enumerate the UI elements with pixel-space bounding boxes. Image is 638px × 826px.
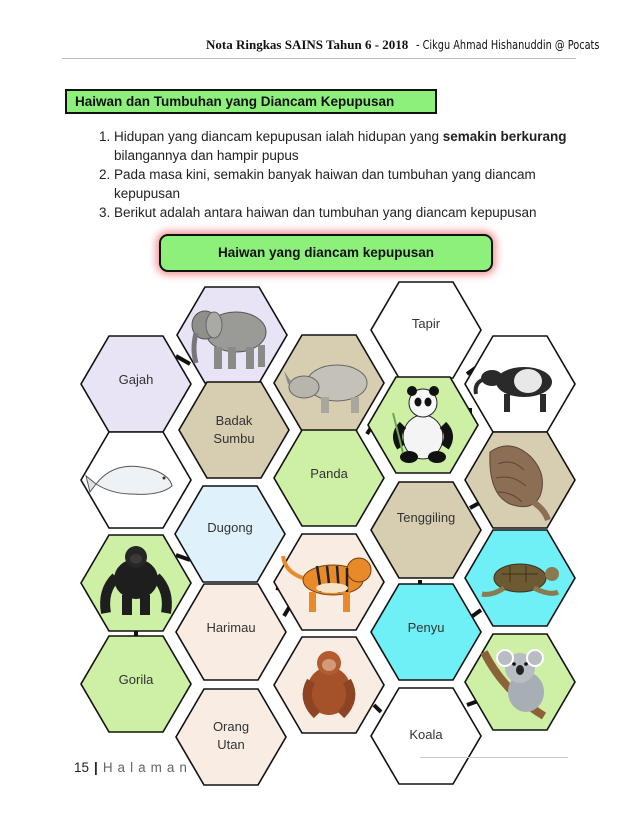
footer-word: Halaman: [102, 760, 192, 775]
hex-panda-picture: [368, 377, 478, 473]
point-item: 3. Berikut adalah antara haiwan dan tumbuhan yang diancam kepupusan: [114, 204, 584, 223]
hex-label-tapir: Tapir: [411, 316, 441, 331]
footer-divider: [420, 757, 568, 758]
hex-pangolin-picture: [465, 432, 575, 528]
hex-tiger-picture: [274, 534, 384, 630]
hex-label-dugong: Dugong: [207, 520, 253, 535]
hex-dugong: [175, 486, 285, 582]
hex-rhino-picture: [274, 335, 384, 431]
point-item: 1. Hidupan yang diancam kepupusan ialah hidupan yang semakin berkurang bilangannya dan hampir pupus: [114, 128, 584, 165]
hex-tenggiling: [371, 482, 481, 578]
footer-separator: |: [94, 760, 98, 775]
hex-label-tenggiling: Tenggiling: [396, 510, 456, 525]
hex-badak-sumbu: [179, 382, 289, 478]
hex-tapir-picture: [465, 336, 575, 432]
hex-label-orang-line2: Utan: [217, 737, 245, 752]
section-title: Haiwan dan Tumbuhan yang Diancam Kepupusan: [65, 89, 437, 114]
hex-orangutan-picture: [274, 637, 384, 733]
hex-elephant-picture: [177, 287, 287, 383]
hex-label-orang-line1: Orang: [212, 719, 250, 734]
hex-penyu: [371, 584, 481, 680]
hex-koala-picture: [465, 634, 575, 730]
subtitle-banner: Haiwan yang diancam kepupusan: [159, 234, 493, 272]
hex-label-badak-line1: Badak: [215, 413, 253, 428]
hex-harimau: [176, 584, 286, 680]
hex-label-gajah: Gajah: [118, 372, 154, 387]
header-book-title: Nota Ringkas SAINS Tahun 6 - 2018: [206, 37, 409, 52]
hex-label-panda: Panda: [310, 466, 348, 481]
hex-label-gorila: Gorila: [118, 672, 154, 687]
header-author: - Cikgu Ahmad Hishanuddin @ Pocats: [416, 37, 600, 52]
hex-label-koala: Koala: [409, 727, 443, 742]
page-footer: [74, 760, 192, 775]
hex-label-penyu: Penyu: [407, 620, 445, 635]
hex-orang-utan: [176, 689, 286, 785]
point-item: 2. Pada masa kini, semakin banyak haiwan dan tumbuhan yang diancam kepupusan: [114, 166, 584, 203]
hex-gorilla-picture: [81, 535, 191, 631]
hex-label-harimau: Harimau: [206, 620, 256, 635]
hex-gorila: [81, 636, 191, 732]
hex-koala: [371, 688, 481, 784]
hex-tapir: [371, 282, 481, 378]
hex-dugong-picture: [81, 432, 191, 528]
hex-gajah: [81, 336, 191, 432]
hex-panda: [274, 430, 384, 526]
hex-label-badak-line2: Sumbu: [213, 431, 255, 446]
page-number: 15: [74, 760, 90, 775]
